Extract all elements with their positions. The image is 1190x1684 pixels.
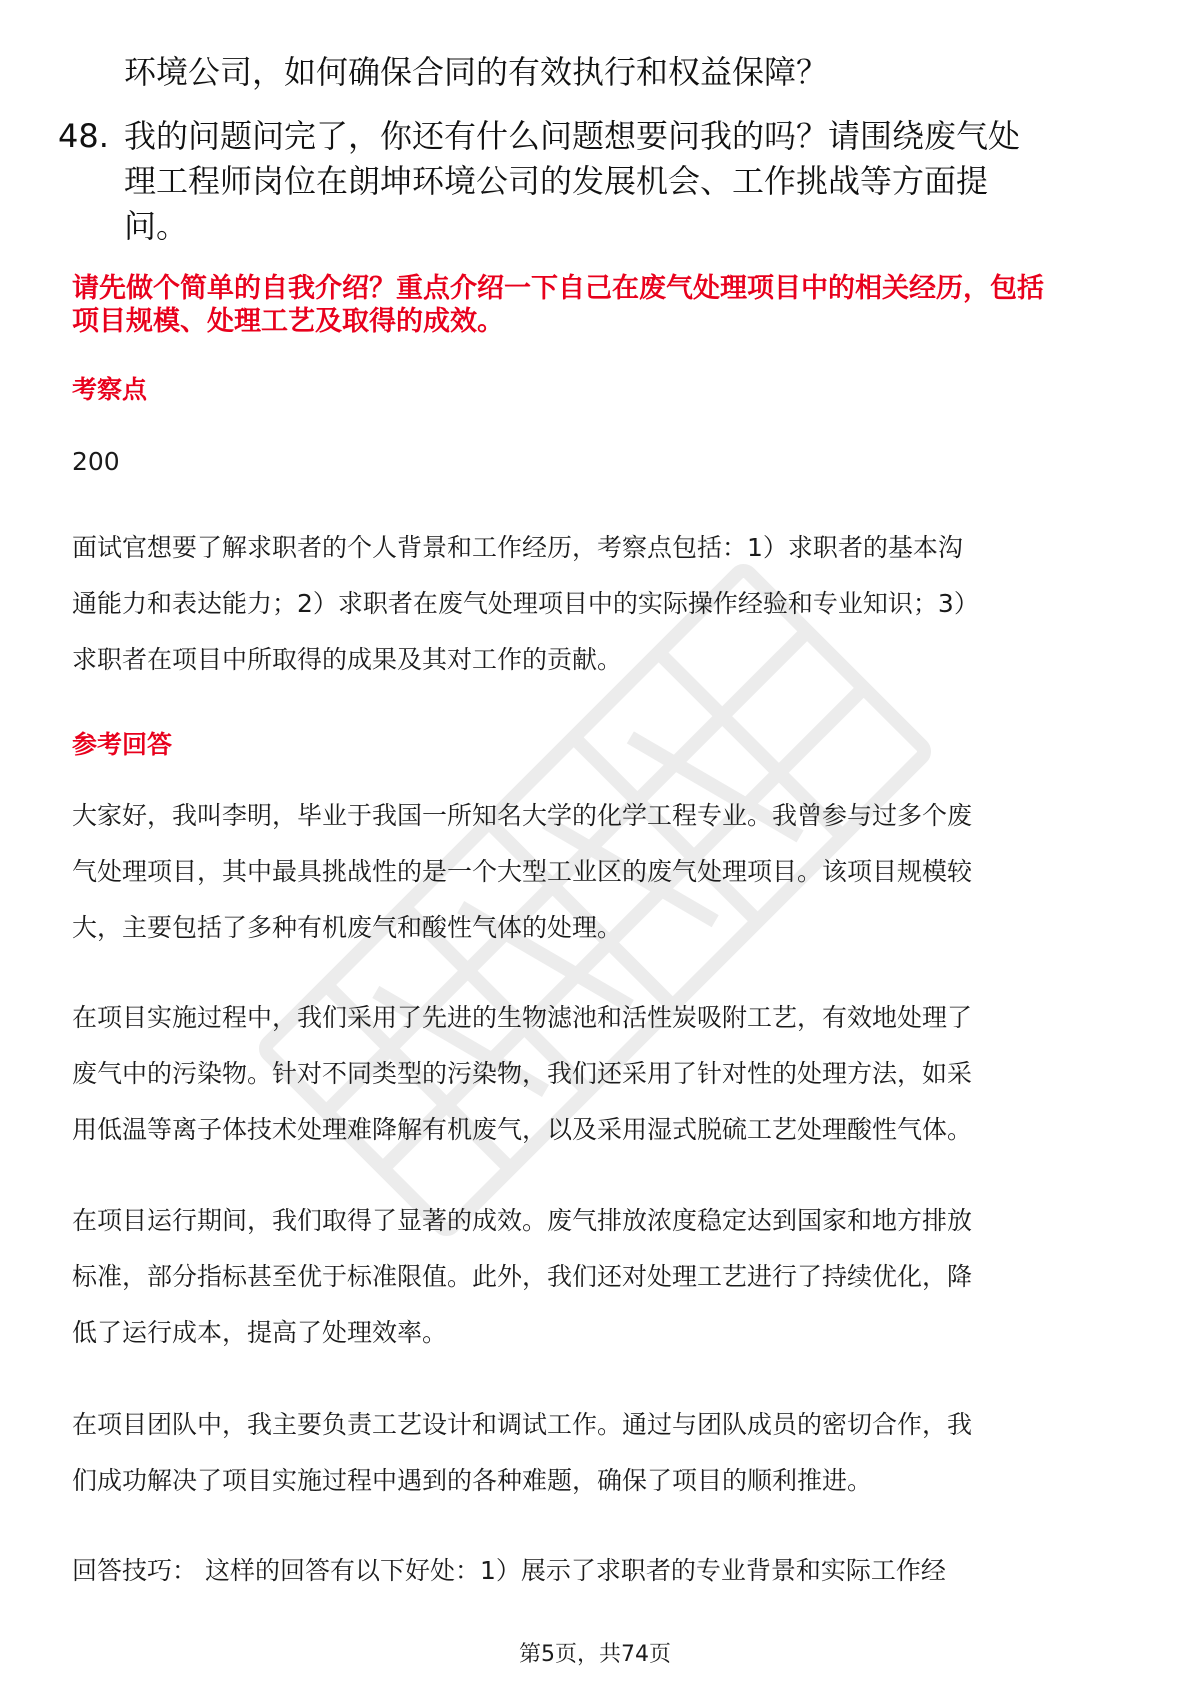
reference-answer-heading: 参考回答 [72,730,173,759]
answer-paragraph: 在项目团队中，我主要负责工艺设计和调试工作。通过与团队成员的密切合作，我 们成功解决了项目实施过程中遇到的各种难题，确保了项目的顺利推进。 [72,1410,973,1495]
question-number: 48. [58,117,109,155]
exam-points-heading: 考察点 [72,375,148,404]
answer-tips: 回答技巧： 这样的回答有以下好处：1）展示了求职者的专业背景和实际工作经 [72,1556,946,1585]
answer-paragraph: 在项目实施过程中，我们采用了先进的生物滤池和活性炭吸附工艺，有效地处理了 废气中的污染物。针对不同类型的污染物，我们还采用了针对性的处理方法，如采 用低温等离子体技术处理难降解有机废气，以及采用湿式脱硫工艺处理酸性气体。 [72,1003,973,1144]
answer-paragraph: 大家好，我叫李明，毕业于我国一所知名大学的化学工程专业。我曾参与过多个废 气处理项目，其中最具挑战性的是一个大型工业区的废气处理项目。该项目规模较 大，主要包括了多种有机废气和酸性气体的处理。 [72,801,973,942]
interview-question: 请先做个简单的自我介绍？重点介绍一下自己在废气处理项目中的相关经历，包括 项目规模、处理工艺及取得的成效。 [72,273,1044,337]
exam-points-number: 200 [72,447,120,476]
question-text: 我的问题问完了，你还有什么问题想要问我的吗？请围绕废气处 理工程师岗位在朗坤环境公司的发展机会、工作挑战等方面提 问。 [124,117,1021,245]
previous-question-tail: 环境公司，如何确保合同的有效执行和权益保障？ [124,53,829,91]
exam-points-text: 面试官想要了解求职者的个人背景和工作经历，考察点包括：1）求职者的基本沟 通能力和表达能力；2）求职者在废气处理项目中的实际操作经验和专业知识；3） 求职者在项目中所取得的成果及其对工作的贡献。 [72,533,979,674]
answer-paragraph: 在项目运行期间，我们取得了显著的成效。废气排放浓度稳定达到国家和地方排放 标准，部分指标甚至优于标准限值。此外，我们还对处理工艺进行了持续优化，降 低了运行成本，提高了处理效率。 [72,1206,973,1347]
page-footer: 第5页，共74页 [519,1642,671,1667]
